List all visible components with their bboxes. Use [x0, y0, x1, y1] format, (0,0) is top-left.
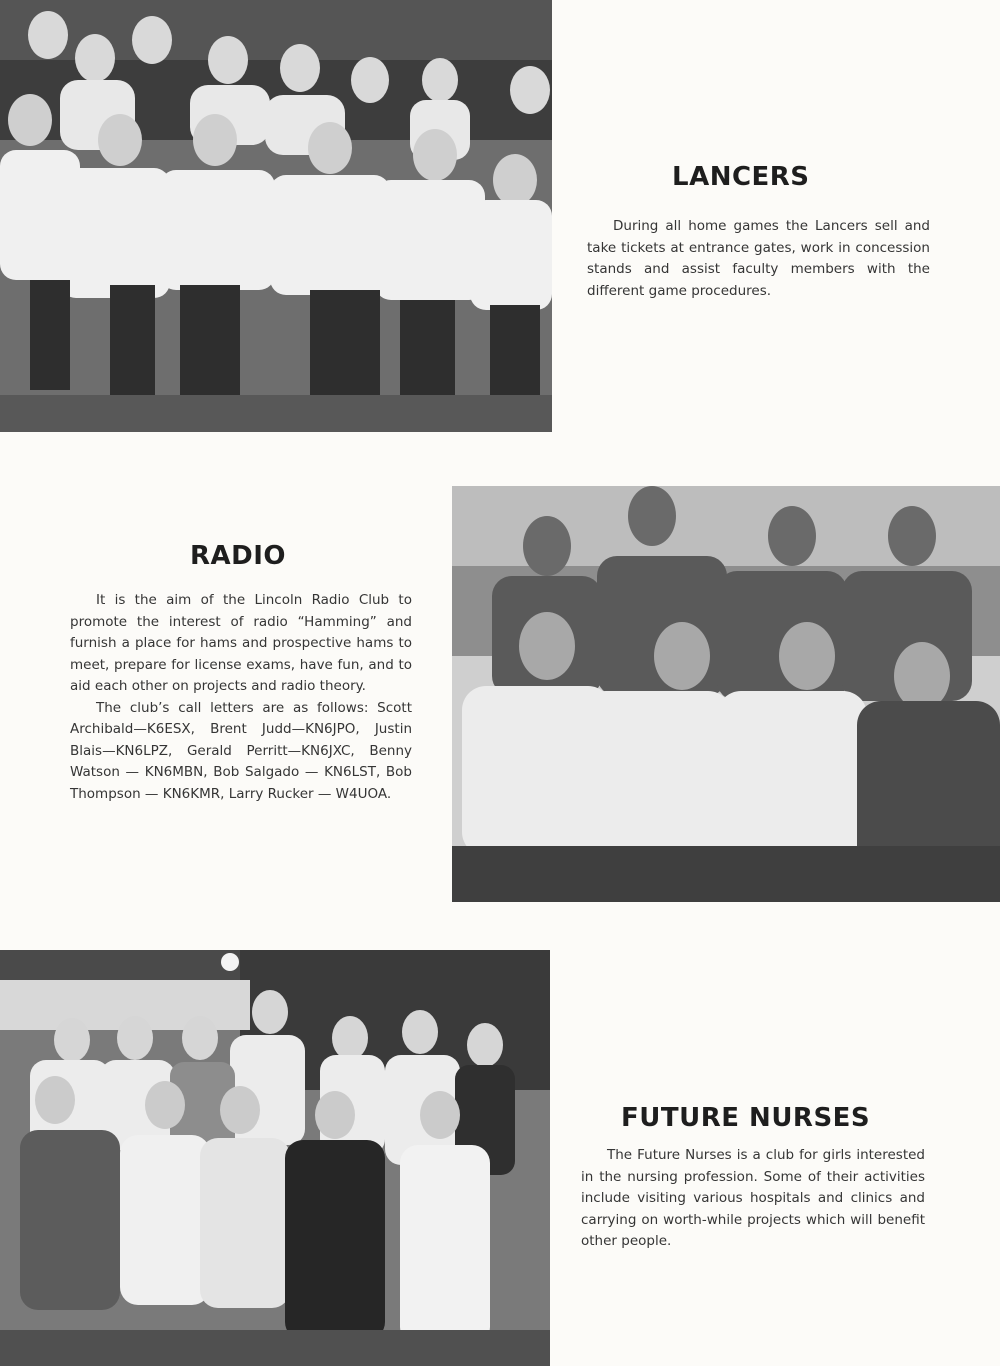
radio-paragraph-call-letters: The club’s call letters are as follows: Scott Archibald—K6ESX, Brent Judd—KN6JPO, Justin Blais—KN6LPZ, Gerald Perritt—KN6JXC, Benny Watson — KN6MBN, Bob Salgado — KN6LST, Bob Thompson — KN6KMR, Larry Rucker — W4UOA. — [70, 699, 412, 802]
lancers-description — [587, 216, 930, 302]
radio-title: RADIO — [190, 541, 287, 571]
lancers-title: LANCERS — [672, 162, 810, 192]
radio-description — [70, 590, 412, 805]
future-nurses-description — [581, 1145, 925, 1253]
lancers-paragraph: During all home games the Lancers sell and take tickets at entrance gates, work in concession stands and assist faculty members with the different game procedures. — [587, 218, 930, 299]
future-nurses-group-photo — [0, 950, 550, 1366]
radio-paragraph-aim: It is the aim of the Lincoln Radio Club to promote the interest of radio “Hamming” and furnish a place for hams and prospective hams to meet, prepare for license exams, have fun, and to aid each other on projects and radio theory. — [70, 592, 412, 694]
radio-club-group-photo — [452, 486, 1000, 902]
lancers-group-photo — [0, 0, 552, 432]
future-nurses-paragraph: The Future Nurses is a club for girls interested in the nursing profession. Some of their activities include visiting various hospitals and clinics and carrying on worth-while projects which will benefit other people. — [581, 1147, 925, 1249]
future-nurses-title: FUTURE NURSES — [621, 1103, 871, 1133]
